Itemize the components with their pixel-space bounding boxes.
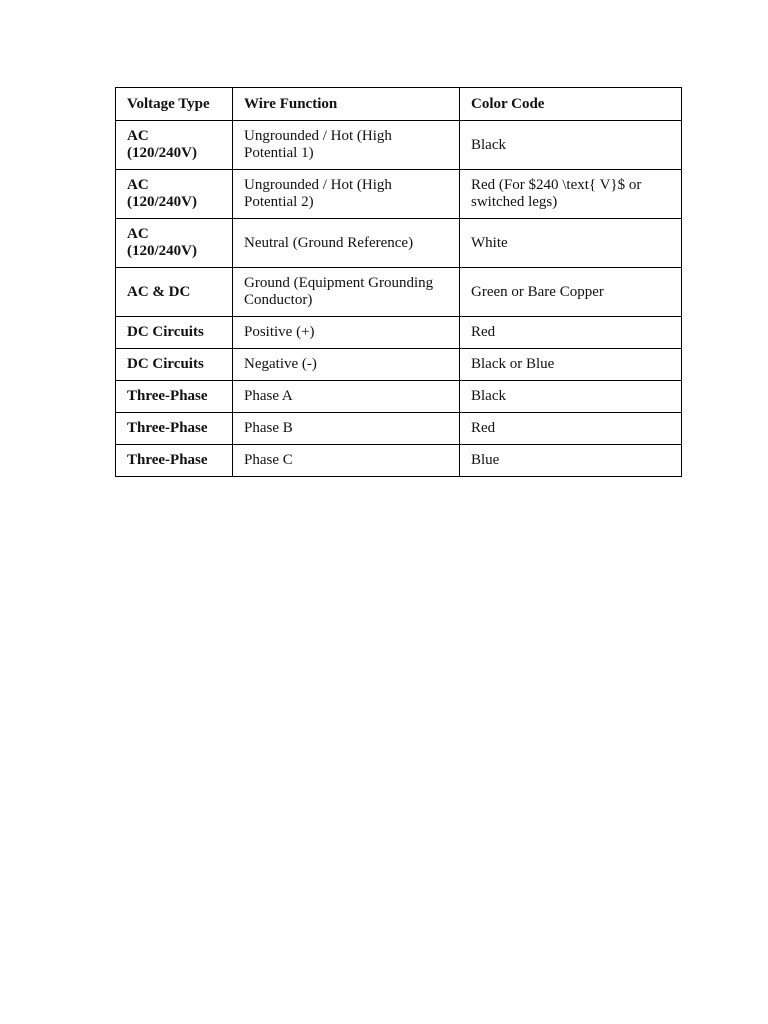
cell-wire-function: Neutral (Ground Reference)	[233, 219, 460, 268]
cell-wire-function: Phase B	[233, 413, 460, 445]
cell-wire-function: Positive (+)	[233, 317, 460, 349]
cell-voltage-type: AC (120/240V)	[116, 219, 233, 268]
table-header-row	[116, 88, 682, 121]
table-row	[116, 121, 682, 170]
cell-color-code: Black	[460, 121, 682, 170]
table-row	[116, 381, 682, 413]
cell-voltage-type: Three-Phase	[116, 445, 233, 477]
cell-color-code: White	[460, 219, 682, 268]
table-row	[116, 268, 682, 317]
cell-voltage-type: Three-Phase	[116, 381, 233, 413]
header-wire-function: Wire Function	[233, 88, 460, 121]
cell-color-code: Green or Bare Copper	[460, 268, 682, 317]
cell-color-code: Red	[460, 413, 682, 445]
header-voltage-type: Voltage Type	[116, 88, 233, 121]
cell-color-code: Black	[460, 381, 682, 413]
cell-wire-function: Phase C	[233, 445, 460, 477]
table-row	[116, 349, 682, 381]
cell-voltage-type: DC Circuits	[116, 317, 233, 349]
cell-color-code: Red	[460, 317, 682, 349]
wire-color-table	[115, 87, 682, 477]
table-row	[116, 317, 682, 349]
cell-color-code: Red (For $240 \text{ V}$ or switched legs)	[460, 170, 682, 219]
cell-voltage-type: AC (120/240V)	[116, 121, 233, 170]
cell-wire-function: Ground (Equipment Grounding Conductor)	[233, 268, 460, 317]
cell-voltage-type: AC (120/240V)	[116, 170, 233, 219]
cell-color-code: Blue	[460, 445, 682, 477]
table-row	[116, 170, 682, 219]
cell-wire-function: Ungrounded / Hot (High Potential 2)	[233, 170, 460, 219]
table-row	[116, 413, 682, 445]
cell-wire-function: Negative (-)	[233, 349, 460, 381]
header-color-code: Color Code	[460, 88, 682, 121]
cell-voltage-type: Three-Phase	[116, 413, 233, 445]
cell-voltage-type: AC & DC	[116, 268, 233, 317]
cell-color-code: Black or Blue	[460, 349, 682, 381]
cell-wire-function: Ungrounded / Hot (High Potential 1)	[233, 121, 460, 170]
cell-wire-function: Phase A	[233, 381, 460, 413]
table-row	[116, 445, 682, 477]
cell-voltage-type: DC Circuits	[116, 349, 233, 381]
table-row	[116, 219, 682, 268]
